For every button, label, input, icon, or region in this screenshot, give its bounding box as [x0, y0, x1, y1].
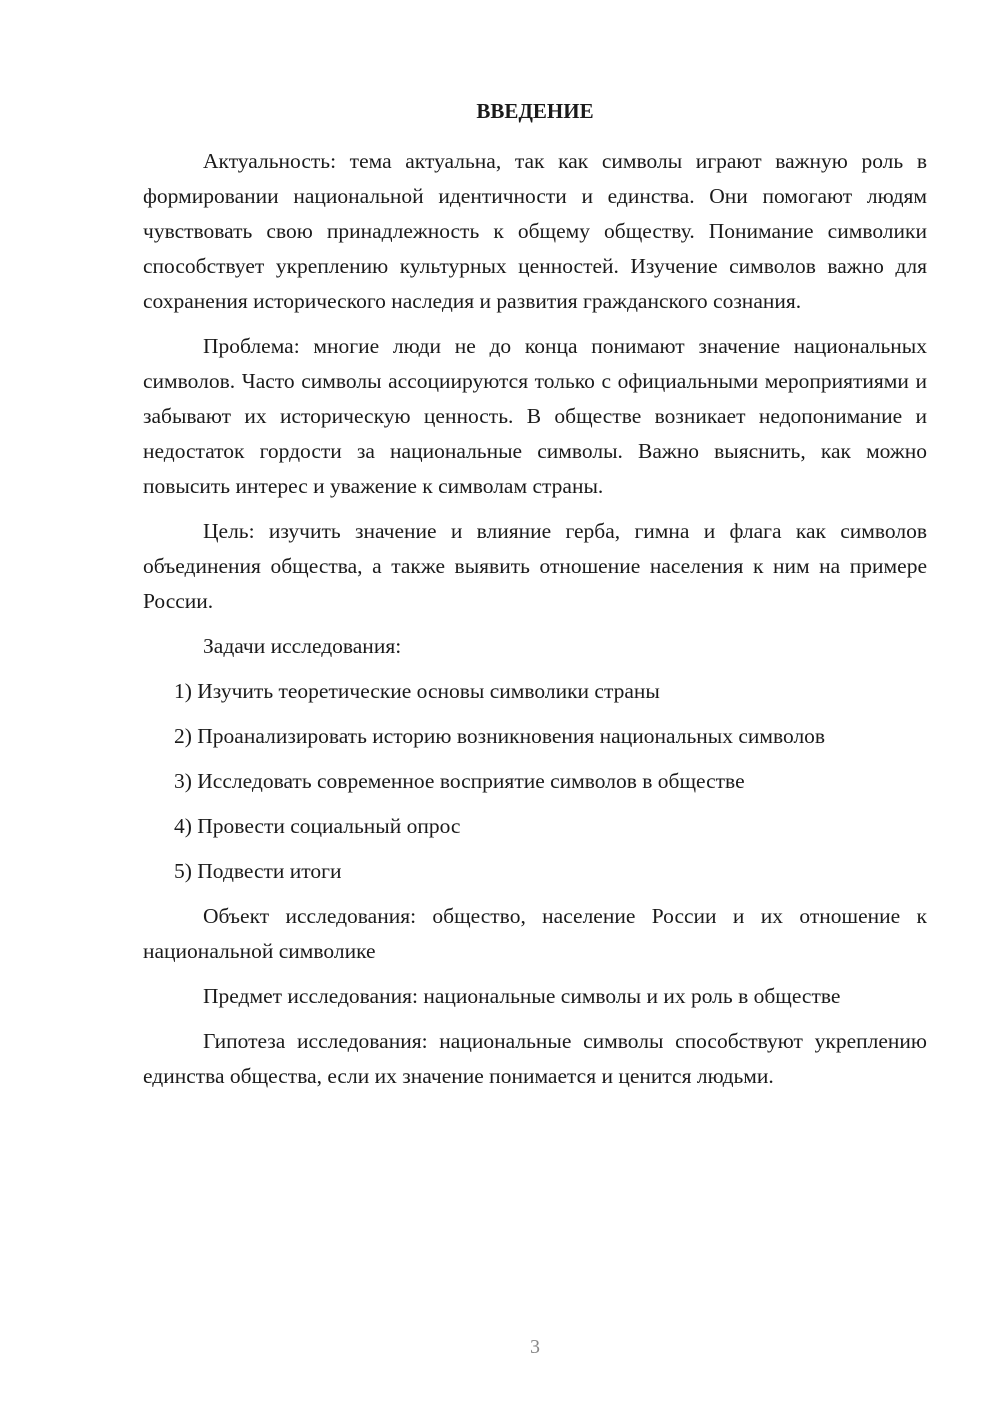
- task-item: 5) Подвести итоги: [174, 859, 342, 883]
- task-item: 1) Изучить теоретические основы символики страны: [174, 679, 660, 703]
- paragraph-object: Объект исследования: общество, население России и их отношение к национальной символике: [143, 904, 927, 963]
- paragraph-hypothesis: Гипотеза исследования: национальные символы способствуют укреплению единства общества, если их значение понимается и ценится людьми.: [143, 1029, 927, 1088]
- paragraph-subject: Предмет исследования: национальные символы и их роль в обществе: [203, 984, 841, 1008]
- paragraph-goal: Цель: изучить значение и влияние герба, гимна и флага как символов объединения общества, а также выявить отношение населения к ним на примере России.: [143, 519, 927, 613]
- page-title: ВВЕДЕНИЕ: [476, 99, 594, 123]
- document-body: [143, 144, 927, 1104]
- document-page: [143, 0, 927, 1414]
- task-item: 4) Провести социальный опрос: [174, 814, 461, 838]
- task-item: 2) Проанализировать историю возникновения национальных символов: [174, 724, 826, 748]
- tasks-heading: Задачи исследования:: [203, 634, 402, 658]
- task-item: 3) Исследовать современное восприятие символов в обществе: [174, 769, 745, 793]
- paragraph-problem: Проблема: многие люди не до конца понимают значение национальных символов. Часто символы ассоциируются только с официальными мероприятиями и забывают их историческую ценность. В обществе возникает недопонимание и недостаток гордости за национальные символы. Важно выяснить, как можно повысить интерес и уважение к символам страны.: [143, 334, 927, 498]
- paragraph-relevance: Актуальность: тема актуальна, так как символы играют важную роль в формировании национальной идентичности и единства. Они помогают людям чувствовать свою принадлежность к общему обществу. Понимание символики способствует укреплению культурных ценностей. Изучение символов важно для сохранения исторического наследия и развития гражданского сознания.: [143, 149, 927, 313]
- page-number: 3: [530, 1336, 540, 1358]
